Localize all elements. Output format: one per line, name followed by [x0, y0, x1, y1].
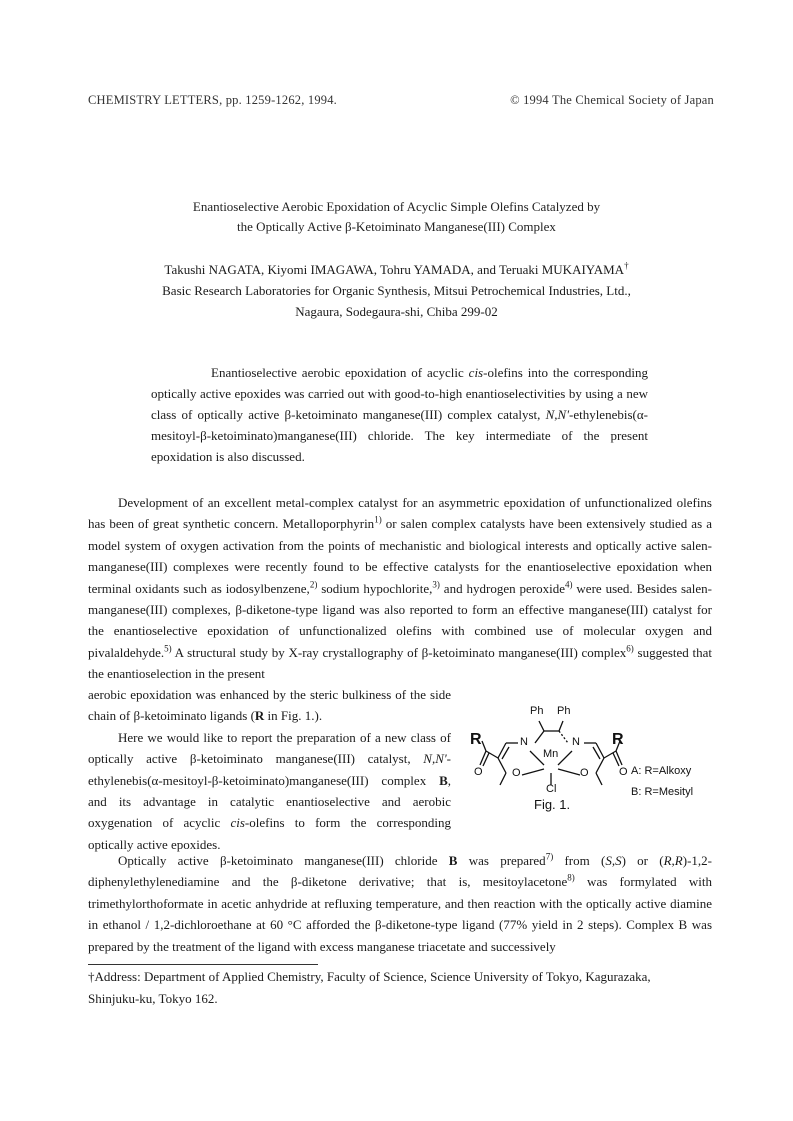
figure-1: [462, 703, 732, 833]
paragraph-intro-end: aerobic epoxidation was enhanced by the steric bulkiness of the side chain of β-ketoiminato ligands (R in Fig. 1.).: [88, 687, 451, 724]
legend-b: B: R=Mesityl: [631, 786, 694, 798]
oxygen-carbonyl-right: O: [619, 766, 628, 778]
manganese-label: Mn: [543, 748, 559, 760]
oxygen-carbonyl-left: O: [474, 766, 483, 778]
structure-drawing: [462, 703, 732, 833]
affiliation-line-1: Basic Research Laboratories for Organic Synthesis, Mitsui Petrochemical Industries, Ltd.,: [162, 283, 631, 298]
phenyl-label-left: Ph: [530, 705, 544, 717]
r-label-left: R: [470, 731, 482, 748]
journal-citation: CHEMISTRY LETTERS, pp. 1259-1262, 1994.: [88, 93, 338, 107]
phenyl-label-right: Ph: [557, 705, 571, 717]
footnote: [88, 966, 712, 1010]
affiliation-line-2: Nagaura, Sodegaura-shi, Chiba 299-02: [295, 304, 498, 319]
copyright-line: © 1994 The Chemical Society of Japan: [510, 93, 714, 107]
nitrogen-left: N: [520, 736, 528, 748]
paragraph-introduction: Development of an excellent metal-complex catalyst for an asymmetric epoxidation of unfunctionalized olefins has been of great synthetic concern. Metalloporphyrin$^{1)}$ or salen complex catalysts have been extensively studied as a model system of oxygen activation from the points of mechanistic and biological interests and optically active salen-manganese(III) complexes were recently found to be effective catalysts for the enantioselective epoxidation when terminal oxidants such as iodosylbenzene,$^{2)}$ sodium hypochlorite,$^{3)}$ and hydrogen peroxide$^{4)}$ were used. Besides salen-manganese(III) complexes, β-diketone-type ligand was also reported to form an effective manganese(III) catalyst for the enantioselective epoxidation of unfunctionalized olefins with combined use of molecular oxygen and pivalaldehyde.$^{5)}$ A structural study by X-ray crystallography of β-ketoiminato manganese(III) complex$^{6)}$ suggested that the enantioselection in the present: [88, 495, 712, 682]
nitrogen-right: N: [572, 736, 580, 748]
footnote-rule: [88, 964, 318, 965]
author-names: Takushi NAGATA, Kiyomi IMAGAWA, Tohru YAMADA, and Teruaki MUKAIYAMA: [164, 262, 625, 277]
figure-caption: Fig. 1.: [534, 797, 571, 812]
abstract: Enantioselective aerobic epoxidation of acyclic cis-olefins into the corresponding optically active epoxides was carried out with good-to-high enantioselectivities by using a new class of optically active β-ketoiminato manganese(III) complex catalyst, N,N'-ethylenebis(α-mesitoyl-β-ketoiminato)manganese(III) chloride. The key intermediate of the present epoxidation is also discussed.: [151, 365, 649, 464]
r-label-right: R: [612, 731, 624, 748]
author-list: [0, 260, 793, 280]
oxygen-chelate-left: O: [512, 767, 521, 779]
narrow-column: [88, 684, 451, 855]
footnote-line-2: Shinjuku-ku, Tokyo 162.: [88, 991, 218, 1006]
footnote-line-1: †Address: Department of Applied Chemistry, Faculty of Science, Science University of Tokyo, Kagurazaka,: [88, 969, 651, 984]
paragraph-report: Here we would like to report the preparation of a new class of optically active β-ketoiminato manganese(III) catalyst, N,N'-ethylenebis(α-mesitoyl-β-ketoiminato)manganese(III) complex B, and its advantage in catalytic enantioselective and aerobic oxygenation of acyclic cis-olefins to form the corresponding optically active epoxides.: [88, 729, 451, 852]
legend-a: A: R=Alkoxy: [631, 765, 692, 777]
paragraph-preparation: Optically active β-ketoiminato manganese(III) chloride B was prepared$^{7)}$ from (S,S) or (R,R)-1,2-diphenylethylenediamine and the β-diketone derivative; that is, mesitoylacetone$^{8)}$ was formylated with trimethylorthoformate in acetic anhydride at refluxing temperature, and then reaction with the optically active diamine in ethanol / 1,2-dichloroethane at 60 °C afforded the β-diketone-type ligand (77% yield in 2 steps). Complex B was prepared by the treatment of the ligand with excess manganese triacetate and successively: [88, 851, 712, 954]
paper-title-line-1: Enantioselective Aerobic Epoxidation of Acyclic Simple Olefins Catalyzed by: [192, 199, 601, 214]
chlorine-label: Cl: [546, 783, 557, 795]
author-dagger: †: [624, 260, 629, 271]
paper-title-line-2: the Optically Active β-Ketoiminato Manganese(III) Complex: [237, 219, 556, 234]
oxygen-chelate-right: O: [580, 767, 589, 779]
